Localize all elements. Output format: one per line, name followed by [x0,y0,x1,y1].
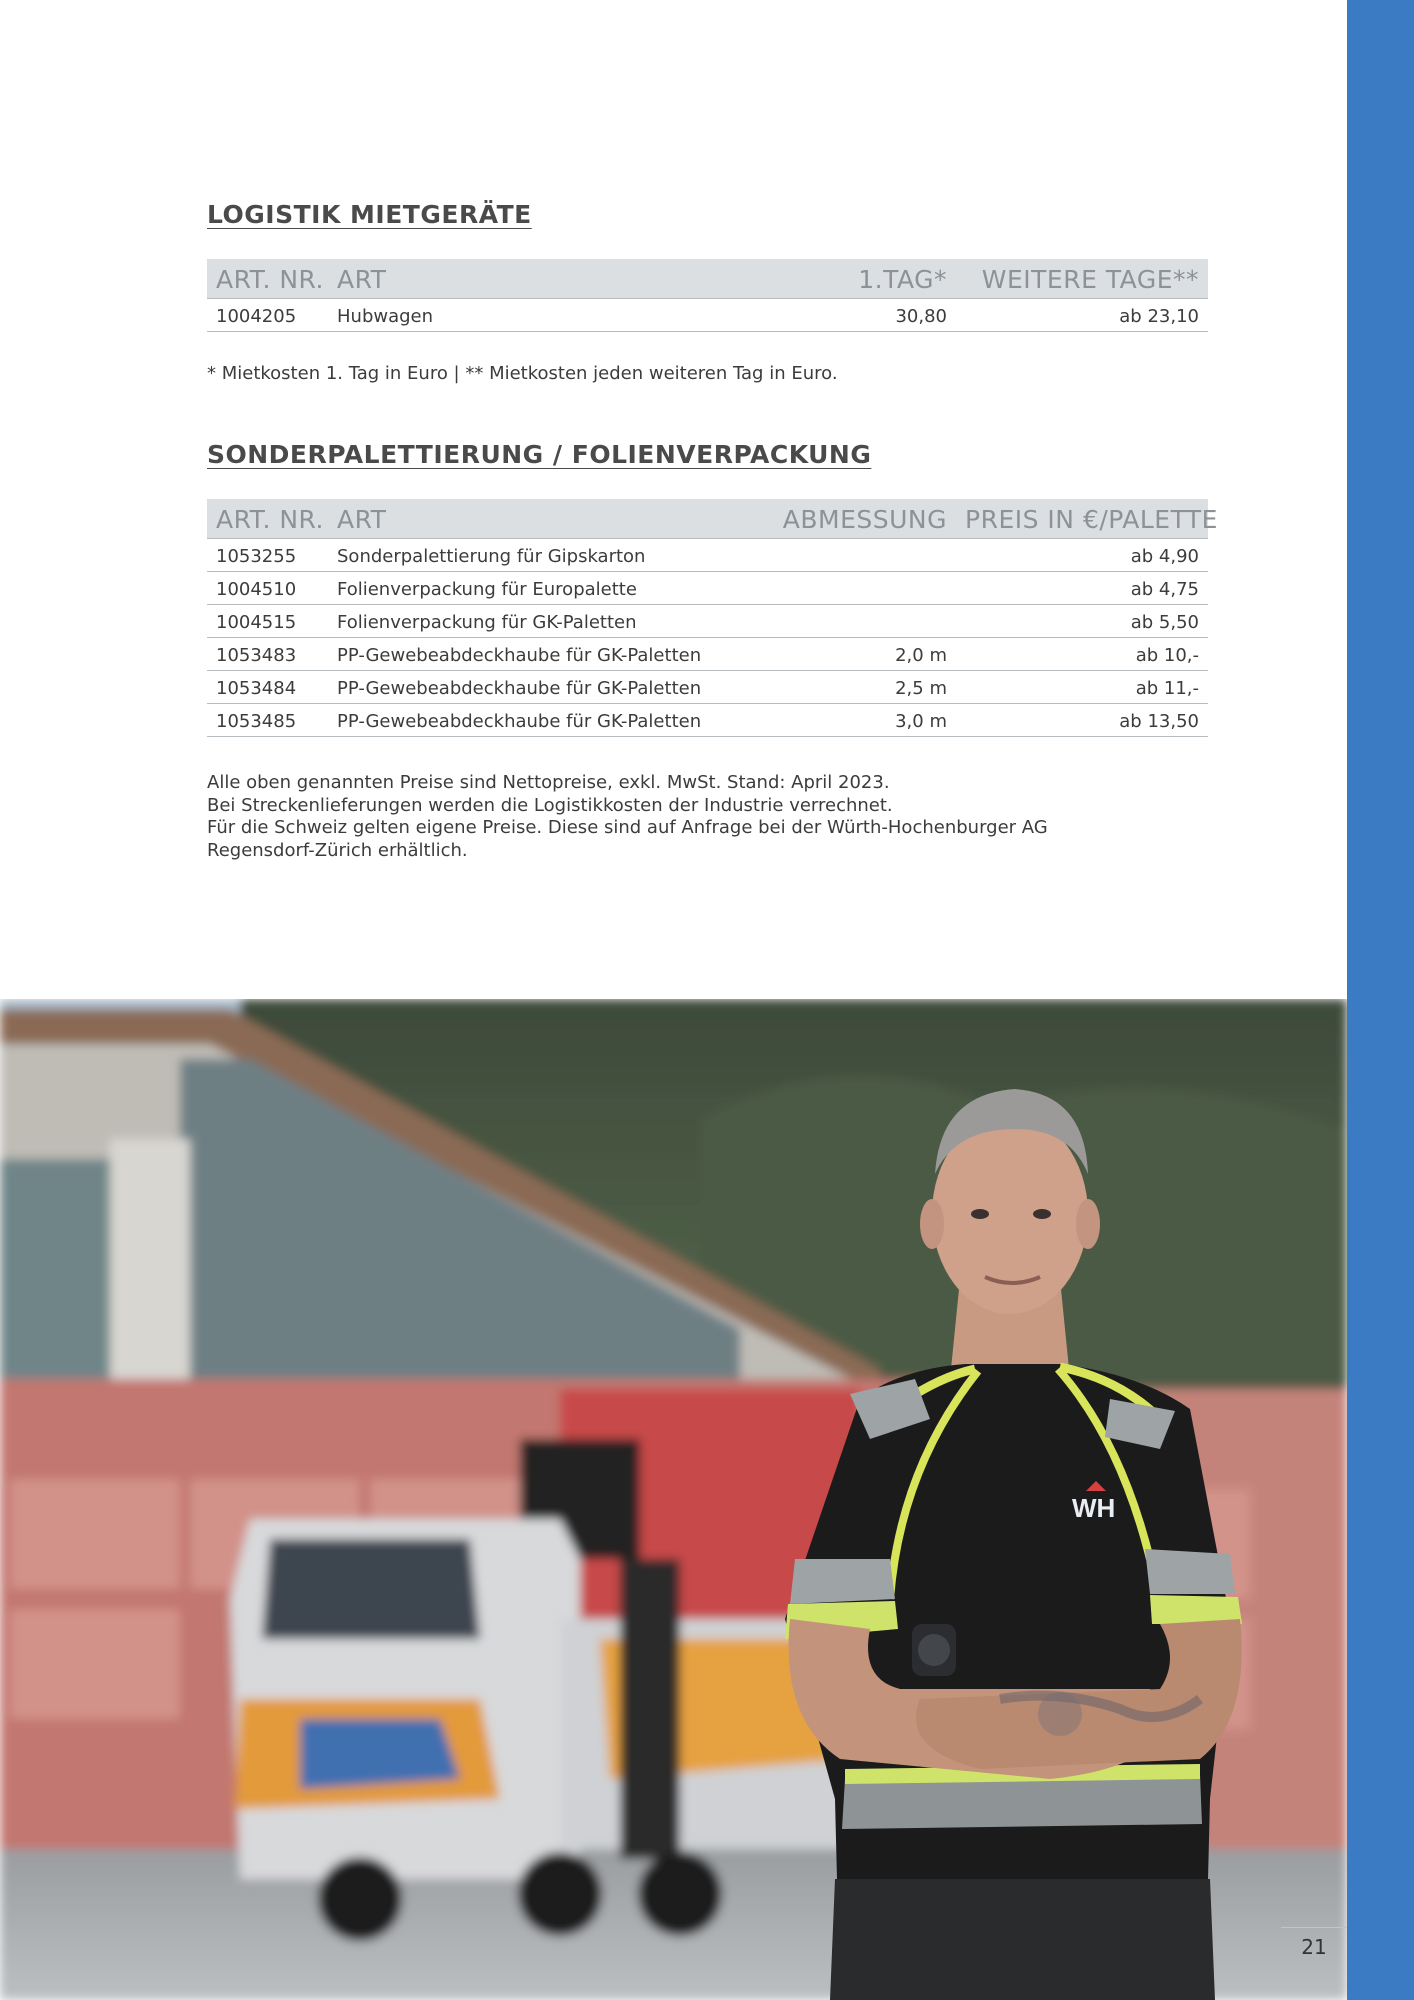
col-header-art: ART [328,259,769,298]
section-title-sonder: SONDERPALETTIERUNG / FOLIENVERPACKUNG [207,440,872,469]
page-number-rule [1281,1927,1347,1928]
col-header-art-nr: ART. NR. [207,499,328,538]
cell-art-nr: 1053255 [207,538,328,571]
cell-price: ab 5,50 [956,604,1208,637]
cell-art: PP-Gewebeabdeckhaube für GK-Paletten [328,703,769,736]
cell-art-nr: 1004510 [207,571,328,604]
cell-art: PP-Gewebeabdeckhaube für GK-Paletten [328,670,769,703]
logistik-table [207,259,1208,332]
cell-art: Folienverpackung für GK-Paletten [328,604,769,637]
table-row [207,571,1208,604]
col-header-price: PREIS IN €/PALETTE [956,499,1208,538]
table-header-row [207,499,1208,538]
col-header-dimension: ABMESSUNG [769,499,956,538]
table-row [207,703,1208,736]
col-header-art: ART [328,499,769,538]
cell-price: ab 11,- [956,670,1208,703]
worker-photo [0,999,1347,2000]
note-line: Regensdorf-Zürich erhältlich. [207,839,468,861]
cell-price: ab 10,- [956,637,1208,670]
note-line: Für die Schweiz gelten eigene Preise. Diese sind auf Anfrage bei der Würth-Hochenburger AG [207,817,1048,838]
shirt-logo: WH [1072,1493,1116,1523]
cell-first-day: 30,80 [769,298,956,331]
cell-dimension [769,604,956,637]
sonder-table [207,499,1218,737]
cell-art-nr: 1053483 [207,637,328,670]
cell-art: PP-Gewebeabdeckhaube für GK-Paletten [328,637,769,670]
cell-art-nr: 1004515 [207,604,328,637]
table-row [207,670,1208,703]
cell-dimension: 2,0 m [769,637,956,670]
cell-price: ab 13,50 [956,703,1208,736]
table-row [207,538,1208,571]
cell-art: Hubwagen [328,298,769,331]
section-title-logistik: LOGISTIK MIETGERÄTE [207,200,532,229]
table-row [207,604,1208,637]
note-line: Alle oben genannten Preise sind Nettopreise, exkl. MwSt. Stand: April 2023. [207,772,890,793]
cell-art-nr: 1053485 [207,703,328,736]
cell-art: Folienverpackung für Europalette [328,571,769,604]
table-header-row [207,259,1208,298]
cell-price: ab 4,75 [956,571,1208,604]
page-number: 21 [1301,1935,1327,1959]
table-row [207,637,1208,670]
table-row [207,298,1208,331]
note-line: Bei Streckenlieferungen werden die Logistikkosten der Industrie verrechnet. [207,794,893,816]
price-notes [207,772,1048,862]
cell-price: ab 4,90 [956,538,1208,571]
cell-art: Sonderpalettierung für Gipskarton [328,538,769,571]
col-header-art-nr: ART. NR. [207,259,328,298]
cell-dimension [769,538,956,571]
col-header-first-day: 1.TAG* [769,259,956,298]
photo-illustration [0,999,1347,2000]
col-header-further-days: WEITERE TAGE** [956,259,1208,298]
cell-art-nr: 1053484 [207,670,328,703]
cell-dimension [769,571,956,604]
cell-dimension: 2,5 m [769,670,956,703]
cell-art-nr: 1004205 [207,298,328,331]
cell-further-days: ab 23,10 [956,298,1208,331]
side-color-bar [1347,0,1414,2000]
cell-dimension: 3,0 m [769,703,956,736]
rental-footnote: * Mietkosten 1. Tag in Euro | ** Mietkosten jeden weiteren Tag in Euro. [207,363,838,384]
